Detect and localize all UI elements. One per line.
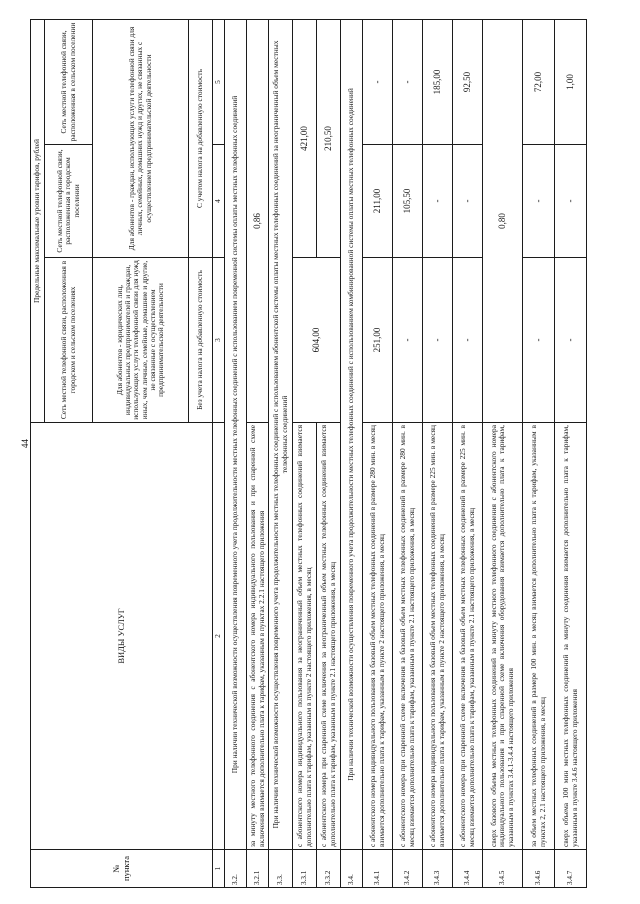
header-sub-bc: Для абонентов - граждан, использующих услуги телефонной связи для личных, семейных, домашних нужд и других, не связанных с осуществлением предпринимательской деятельности: [93, 19, 189, 257]
table-row: [247, 19, 269, 887]
header-net-c: Сеть местной телефонной связи, расположенная в сельском поселении: [45, 19, 93, 144]
table-row: [453, 19, 483, 887]
value-net-b: 211,00: [363, 145, 393, 258]
table-row: [317, 19, 341, 887]
value-net-b: -: [453, 145, 483, 258]
row-description: сверх базового объема местных телефонных соединений за минуту местного телефонного соединения с абонентского номера индивидуального пользования и при спаренной схеме включения оборудования взимается дополнительно плата к тарифам, указанным в пунктах 3.4.1-3.4.4 настоящего приложения: [483, 423, 523, 850]
value-net-b: -: [555, 145, 587, 258]
table-row: [483, 19, 523, 887]
header-net-b: Сеть местной телефонной связи, расположенная в городском поселении: [45, 145, 93, 258]
value-net-a: -: [393, 258, 423, 423]
row-description: за объем местных телефонных соединений в размере 100 мин. в месяц взимается дополнительно плата к тарифам, указанным в пунктах 2, 2.1 настоящего приложения, в месяц: [523, 423, 555, 850]
merged-value: 0,80: [483, 19, 523, 422]
tariff-table: [30, 19, 587, 888]
row-number: 3.4.4: [453, 850, 483, 888]
col-index: 4: [213, 145, 225, 258]
rotated-page: [30, 20, 606, 888]
row-number: 3.3.: [269, 850, 293, 888]
col-index: 2: [213, 423, 225, 850]
section-title: При наличии технической возможности осуществления повременного учета продолжительности местных телефонных соединений с использованием повременной системы оплаты местных телефонных соединений: [225, 19, 247, 849]
table-row: [555, 19, 587, 887]
row-number: 3.4.1: [363, 850, 393, 888]
merged-value: 210,50: [317, 19, 341, 257]
row-description: с абонентского номера индивидуального пользования за неограниченный объем местных телефонных соединений взимается дополнительно плата к тарифам, указанным в пункте 2 настоящего приложения, в месяц: [293, 423, 317, 850]
merged-value: 421,00: [293, 19, 317, 257]
header-max-levels: Предельные максимальные уровни тарифов, рублей: [31, 19, 45, 422]
row-number: 3.3.1: [293, 850, 317, 888]
value-net-c: -: [363, 19, 393, 144]
value-net-c: 72,00: [523, 19, 555, 144]
page-number: 44: [20, 439, 30, 448]
table-row: [363, 19, 393, 887]
value-net-a: 604,00: [293, 258, 341, 423]
row-number: 3.4.2: [393, 850, 423, 888]
value-net-b: -: [523, 145, 555, 258]
column-index-row: [213, 19, 225, 887]
value-net-a: -: [423, 258, 453, 423]
table-row: [293, 19, 317, 887]
section-row: [269, 19, 293, 887]
col-index: 1: [213, 850, 225, 888]
section-title: При наличии технической возможности осуществления повременного учета продолжительности местных телефонных соединений с использованием комбинированной системы оплаты местных телефонных соединений: [341, 19, 363, 849]
value-net-a: -: [555, 258, 587, 423]
row-number: 3.3.2: [317, 850, 341, 888]
header-sub-a: Для абонентов - юридических лиц, индивидуальных предпринимателей и граждан, использующих услуги телефонной связи для нужд иных, чем личные, семейные, домашние и другие, не связанные с осуществлением предпринимательской деятельности: [93, 258, 189, 423]
value-net-c: 92,50: [453, 19, 483, 144]
row-number: 3.2.1: [247, 850, 269, 888]
row-description: с абонентского номера при спаренной схеме включения за базовый объем местных телефонных соединений в размере 225 мин. в месяц взимается дополнительно плата к тарифам, указанным в пункте 2.1 настоящего приложения, в месяц: [453, 423, 483, 850]
row-number: 3.4.7: [555, 850, 587, 888]
table-row: [423, 19, 453, 887]
section-title: При наличии технической возможности осуществления повременного учета продолжительности местных телефонных соединений с использованием абонентской системы оплаты местных телефонных соединений за неограниченный объем местных телефонных соединений: [269, 19, 293, 849]
section-row: [225, 19, 247, 887]
row-number: 3.4.: [341, 850, 363, 888]
section-row: [341, 19, 363, 887]
table-row: [523, 19, 555, 887]
value-net-c: 185,00: [423, 19, 453, 144]
row-description: сверх объема 100 мин местных телефонных соединений за минуту соединения взимается дополнительно плата к тарифам, указанным в пункте 3.4.6 настоящего приложения: [555, 423, 587, 850]
row-description: с абонентского номера индивидуального пользования за базовый объем местных телефонных соединений в размере 225 мин. в месяц взимается дополнительно плата к тарифам, указанным в пункте 2 настоящего приложения, в месяц: [423, 423, 453, 850]
header-with-vat: С учетом налога на добавленную стоимость: [189, 19, 213, 257]
row-description: с абонентского номера при спаренной схеме включения за базовый объем местных телефонных соединений в размере 280 мин. в месяц взимается дополнительно плата к тарифам, указанным в пункте 2.1 настоящего приложения, в месяц: [393, 423, 423, 850]
value-net-a: 251,00: [363, 258, 393, 423]
value-net-b: 105,50: [393, 145, 423, 258]
header-services: ВИДЫ УСЛУГ: [31, 423, 213, 850]
value-net-a: -: [453, 258, 483, 423]
merged-value: 0,86: [247, 19, 269, 422]
table-row: [393, 19, 423, 887]
row-number: 3.2.: [225, 850, 247, 888]
col-index: 3: [213, 258, 225, 423]
header-num: № пункта: [31, 850, 213, 888]
row-number: 3.4.5: [483, 850, 523, 888]
row-description: с абонентского номера индивидуального пользования за базовый объем местных телефонных соединений в размере 280 мин. в месяц взимается дополнительно плата к тарифам, указанным в пункте 2 настоящего приложения, в месяц: [363, 423, 393, 850]
value-net-a: -: [523, 258, 555, 423]
row-number: 3.4.6: [523, 850, 555, 888]
header-no-vat: Без учета налога на добавленную стоимость: [189, 258, 213, 423]
row-number: 3.4.3: [423, 850, 453, 888]
col-index: 5: [213, 19, 225, 144]
header-net-a: Сеть местной телефонной связи, расположенная в городском и сельском поселениях: [45, 258, 93, 423]
row-description: за минуту местного телефонного соединения с абонентского номера индивидуального пользования и при спаренной схеме включения взимается дополнительно плата к тарифам, указанным в пунктах 2.2.1 настоящего приложения: [247, 423, 269, 850]
value-net-c: -: [393, 19, 423, 144]
row-description: с абонентского номера при спаренной схеме включения за неограниченный объем местных телефонных соединений взимается дополнительно плата к тарифам, указанным в пункте 2.1 настоящего приложения, в месяц: [317, 423, 341, 850]
value-net-c: 1,00: [555, 19, 587, 144]
value-net-b: -: [423, 145, 453, 258]
